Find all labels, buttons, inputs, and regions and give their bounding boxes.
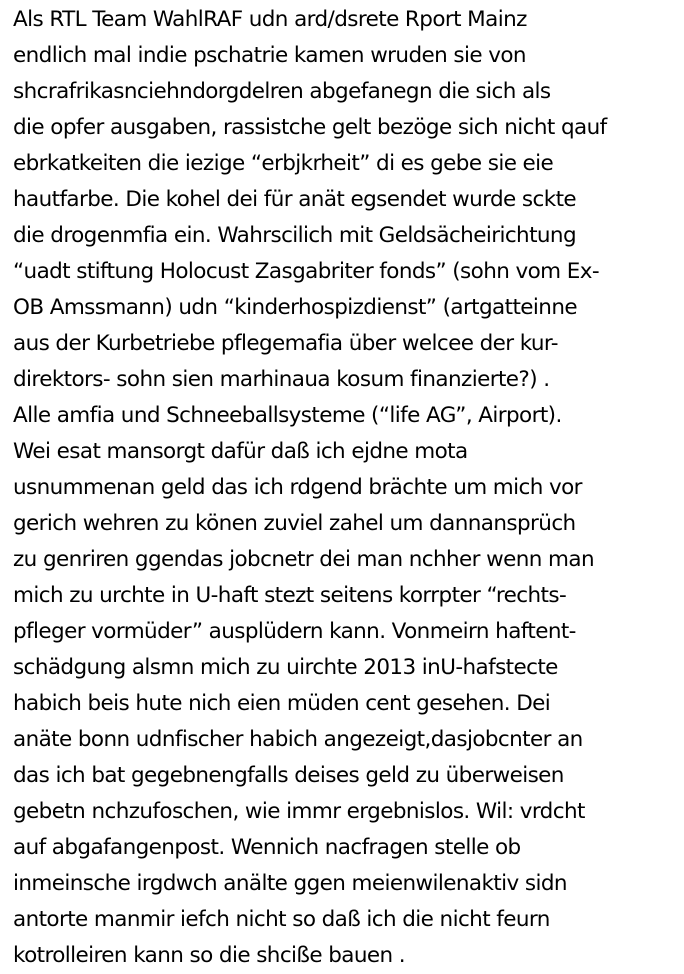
text-line-2: endlich mal indie pschatrie kamen wruden sie von xyxy=(13,43,526,68)
text-line-19: schädgung alsmn mich zu uirchte 2013 inU-hafstecte xyxy=(13,655,558,680)
text-line-23: gebetn nchzufoschen, wie immr ergebnislos. Wil: vrdcht xyxy=(13,799,585,824)
text-line-10: aus der Kurbetriebe pflegemafia über welcee der kur- xyxy=(13,331,558,356)
text-line-5: ebrkatkeiten die iezige “erbjkrheit” di es gebe sie eie xyxy=(13,151,554,176)
text-line-18: pfleger vormüder” ausplüdern kann. Vonmeirn haftent- xyxy=(13,619,576,644)
text-line-9: OB Amssmann) udn “kinderhospizdienst” (artgatteinne xyxy=(13,295,577,320)
text-line-15: gerich wehren zu könen zuviel zahel um dannansprüch xyxy=(13,511,576,536)
text-line-6: hautfarbe. Die kohel dei für anät egsendet wurde sckte xyxy=(13,187,577,212)
text-line-16: zu genriren ggendas jobcnetr dei man nchher wenn man xyxy=(13,547,594,572)
text-line-20: habich beis hute nich eien müden cent gesehen. Dei xyxy=(13,691,551,716)
text-line-12: Alle amfia und Schneeballsysteme (“life AG”, Airport). xyxy=(13,403,562,428)
text-line-7: die drogenmfia ein. Wahrscilich mit Geldsächeirichtung xyxy=(13,223,576,248)
text-line-22: das ich bat gegebnengfalls deises geld zu überweisen xyxy=(13,763,564,788)
text-line-13: Wei esat mansorgt dafür daß ich ejdne mota xyxy=(13,439,468,464)
text-line-21: anäte bonn udnfischer habich angezeigt,dasjobcnter an xyxy=(13,727,583,752)
text-line-8: “uadt stiftung Holocust Zasgabriter fonds” (sohn vom Ex- xyxy=(13,259,600,284)
text-line-11: direktors- sohn sien marhinaua kosum finanzierte?) . xyxy=(13,367,550,392)
body-text xyxy=(13,2,681,974)
text-line-4: die opfer ausgaben, rassistche gelt bezöge sich nicht qauf xyxy=(13,115,607,140)
text-line-24: auf abgafangenpost. Wennich nacfragen stelle ob xyxy=(13,835,521,860)
text-line-1: Als RTL Team WahlRAF udn ard/dsrete Rport Mainz xyxy=(13,7,527,32)
text-line-17: mich zu urchte in U-haft stezt seitens korrpter “rechts- xyxy=(13,583,567,608)
text-line-3: shcrafrikasnciehndorgdelren abgefanegn die sich als xyxy=(13,79,551,104)
text-line-27: kotrolleiren kann so die shcißе bauen . xyxy=(13,943,405,968)
text-line-26: antorte manmir iefch nicht so daß ich die nicht feurn xyxy=(13,907,550,932)
text-line-14: usnummenan geld das ich rdgend brächte um mich vor xyxy=(13,475,582,500)
text-line-25: inmeinsche irgdwch anälte ggen meienwilenaktiv sidn xyxy=(13,871,567,896)
